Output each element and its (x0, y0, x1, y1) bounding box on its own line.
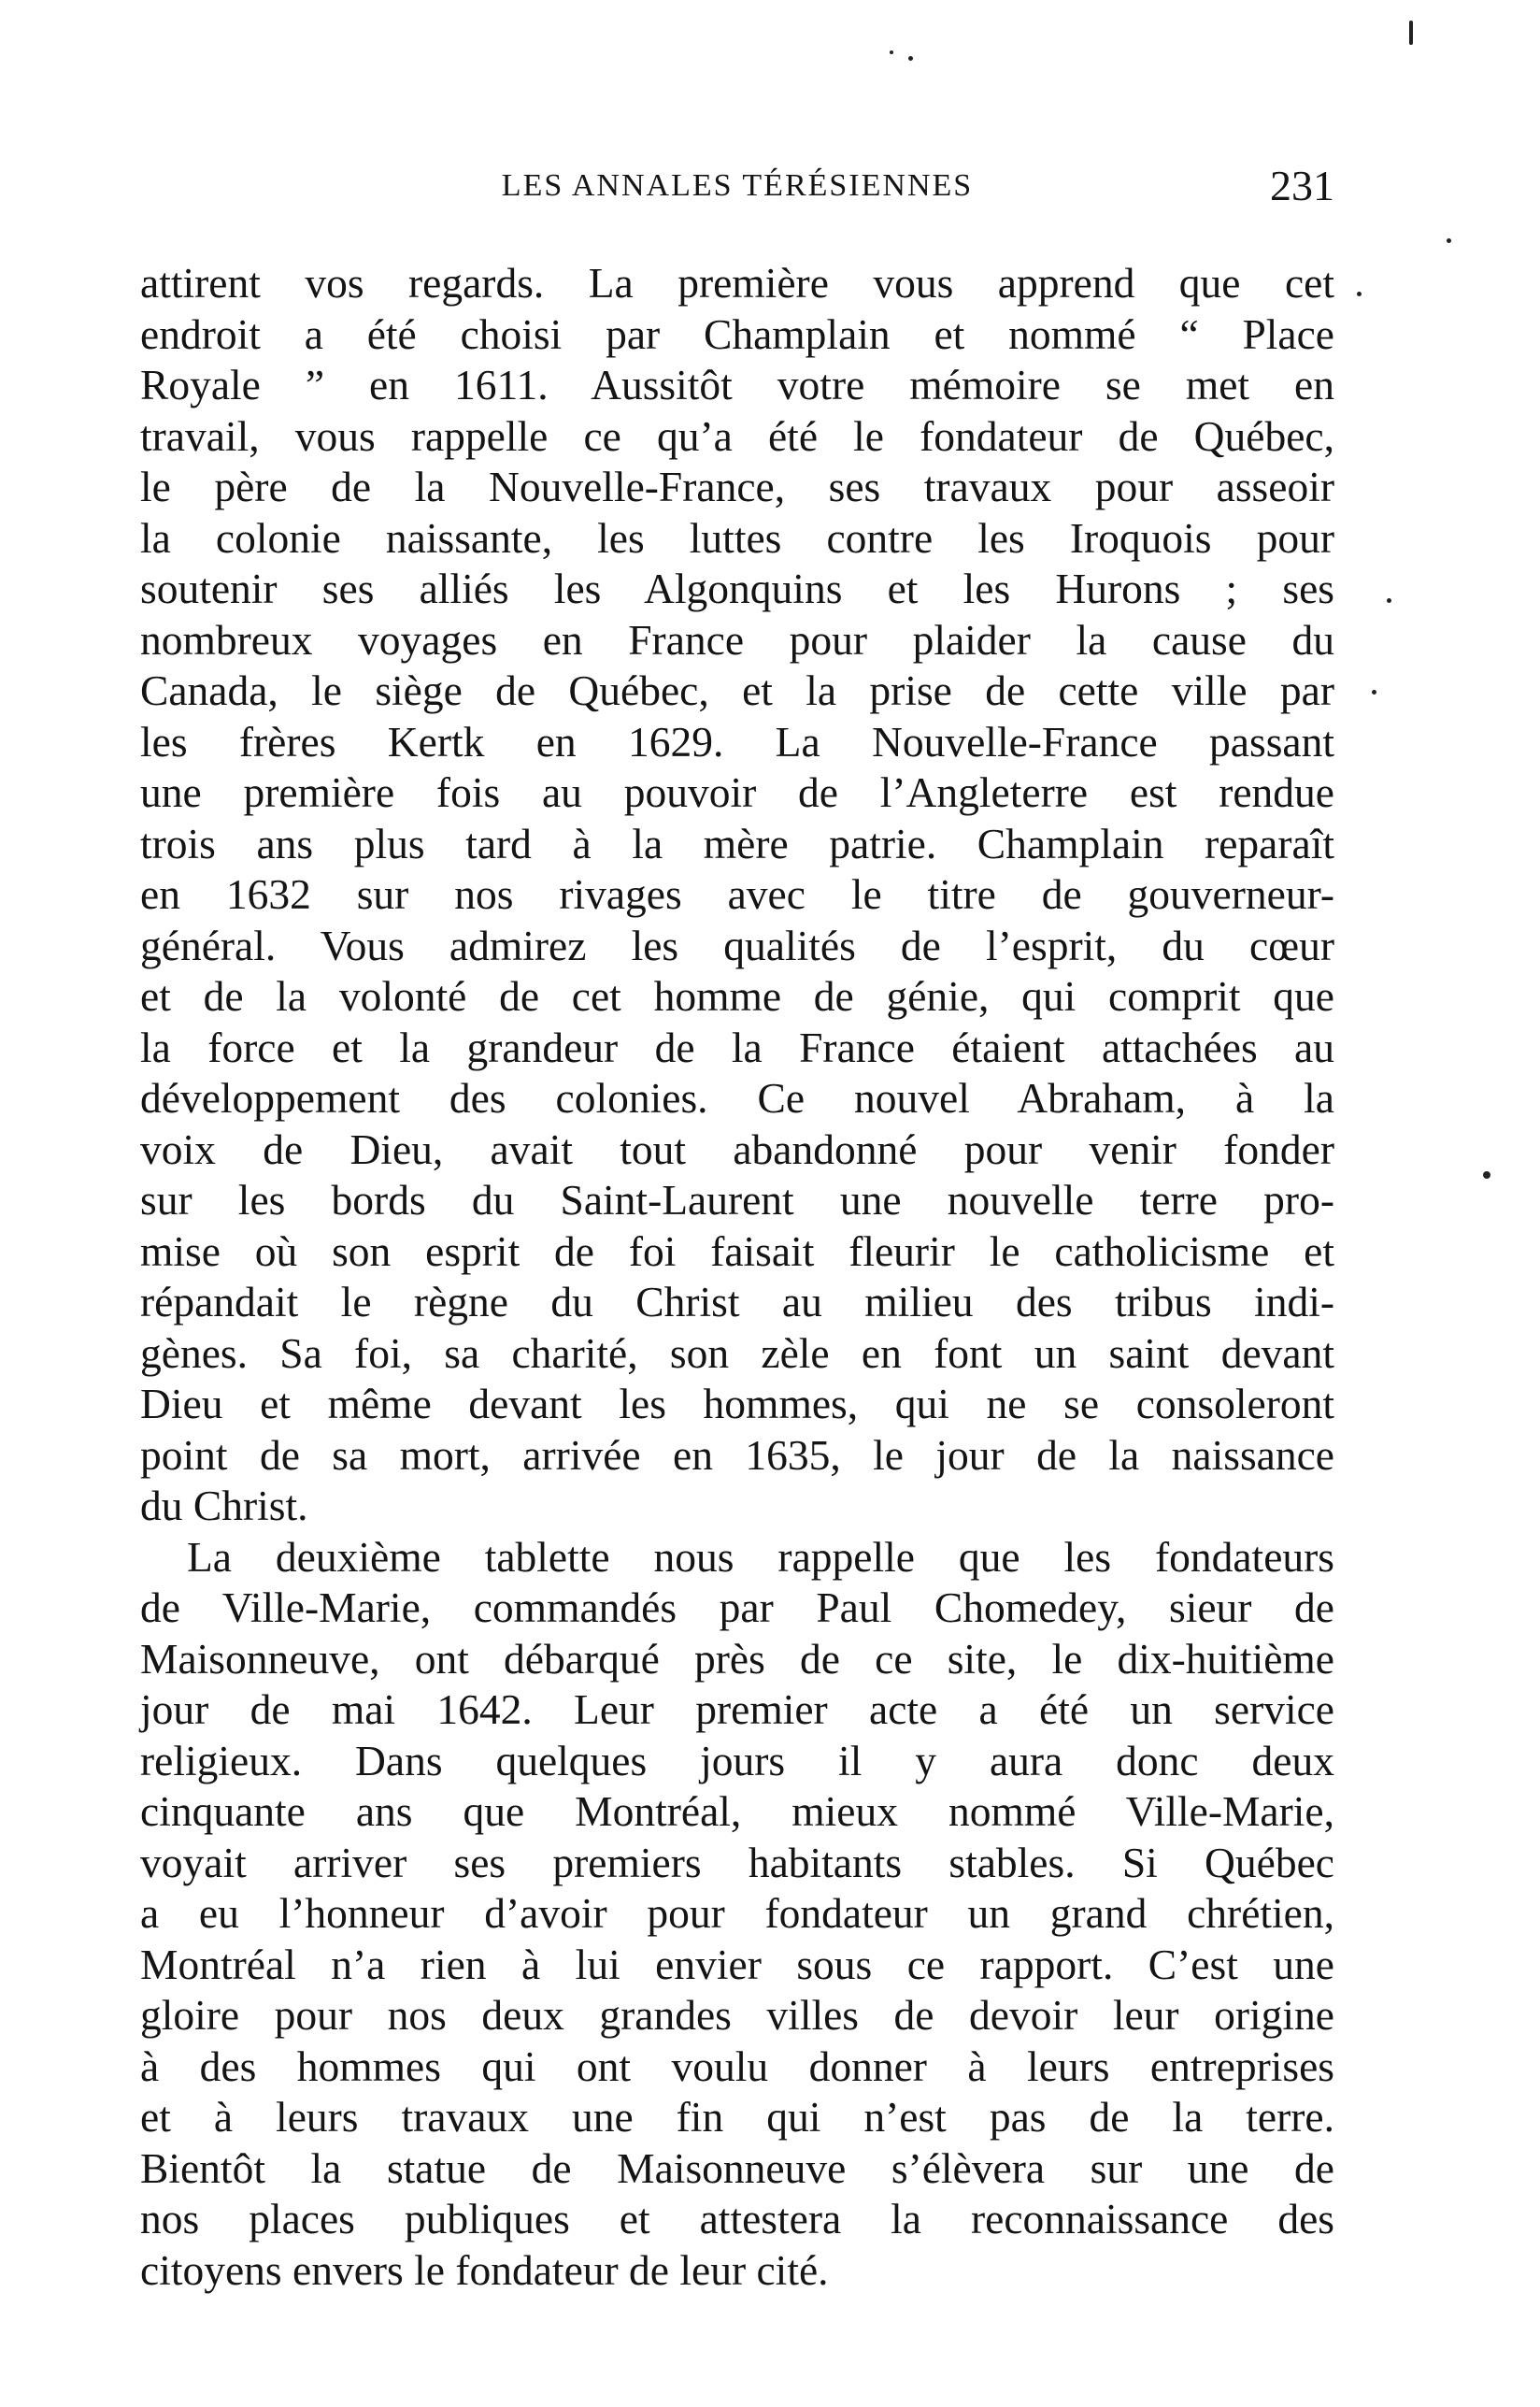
text-line: La deuxième tablette nous rappelle que les fondateurs (187, 1532, 1334, 1581)
text-line: de Ville-Marie, commandés par Paul Chomedey, sieur de (140, 1583, 1334, 1631)
text-line: citoyens envers le fondateur de leur cité. (140, 2245, 829, 2294)
text-line: les frères Kertk en 1629. La Nouvelle-France passant (140, 717, 1334, 766)
text-line: attirent vos regards. La première vous apprend que cet (140, 259, 1334, 307)
text-line: sur les bords du Saint-Laurent une nouvelle terre pro- (140, 1176, 1334, 1224)
running-title: LES ANNALES TÉRÉSIENNES (501, 168, 974, 203)
text-line: gènes. Sa foi, sa charité, son zèle en font un saint devant (140, 1328, 1334, 1377)
text-line: cinquante ans que Montréal, mieux nommé Ville-Marie, (140, 1787, 1334, 1835)
scan-speck (1387, 598, 1391, 603)
text-line: la colonie naissante, les luttes contre les Iroquois pour (140, 513, 1334, 562)
paragraph-1 (140, 258, 1334, 1532)
text-line: jour de mai 1642. Leur premier acte a été un service (140, 1685, 1334, 1733)
text-line: Bientôt la statue de Maisonneuve s’élèvera sur une de (140, 2143, 1334, 2192)
text-line: et à leurs travaux une fin qui n’est pas de la terre. (140, 2093, 1334, 2141)
text-line: à des hommes qui ont voulu donner à leurs entreprises (140, 2042, 1334, 2090)
text-line: la force et la grandeur de la France étaient attachées au (140, 1023, 1334, 1071)
text-line: général. Vous admirez les qualités de l’esprit, du cœur (140, 921, 1334, 969)
text-line: religieux. Dans quelques jours il y aura donc deux (140, 1736, 1334, 1784)
text-block (140, 258, 1334, 2296)
scan-speck (1447, 238, 1451, 243)
text-line: soutenir ses alliés les Algonquins et les Hurons ; ses (140, 565, 1334, 612)
text-line: une première fois au pouvoir de l’Angleterre est rendue (140, 768, 1334, 816)
text-line: Maisonneuve, ont débarqué près de ce site, le dix-huitième (140, 1634, 1334, 1683)
scan-speck (1409, 21, 1413, 45)
text-line: voix de Dieu, avait tout abandonné pour venir fonder (140, 1125, 1334, 1173)
text-line: endroit a été choisi par Champlain et nommé “ Place (140, 309, 1334, 358)
text-line: Montréal n’a rien à lui envier sous ce rapport. C’est une (140, 1940, 1334, 1988)
text-line: Royale ” en 1611. Aussitôt votre mémoire se met en (140, 361, 1334, 408)
running-head (140, 161, 1334, 217)
scan-speck (908, 56, 913, 61)
text-line: et de la volonté de cet homme de génie, qui comprit que (140, 972, 1334, 1020)
text-line: point de sa mort, arrivée en 1635, le jour de la naissance (140, 1430, 1334, 1479)
text-line: du Christ. (140, 1482, 308, 1529)
text-line: développement des colonies. Ce nouvel Abraham, à la (140, 1074, 1334, 1122)
text-line: gloire pour nos deux grandes villes de devoir leur origine (140, 1991, 1334, 2039)
text-line: Dieu et même devant les hommes, qui ne se consoleront (140, 1380, 1334, 1427)
scan-speck (1357, 292, 1362, 296)
scan-speck (1483, 1171, 1490, 1179)
text-line: répandait le règne du Christ au milieu des tribus indi- (140, 1278, 1334, 1325)
text-line: en 1632 sur nos rivages avec le titre de gouverneur- (140, 870, 1334, 918)
text-line: travail, vous rappelle ce qu’a été le fondateur de Québec, (140, 411, 1334, 460)
scan-speck (890, 50, 893, 54)
text-line: voyait arriver ses premiers habitants stables. Si Québec (140, 1838, 1334, 1886)
text-line: nos places publiques et attestera la reconnaissance des (140, 2195, 1334, 2242)
text-line: mise où son esprit de foi faisait fleurir le catholicisme et (140, 1226, 1334, 1275)
page-number: 231 (1270, 162, 1334, 209)
text-line: trois ans plus tard à la mère patrie. Champlain reparaît (140, 819, 1334, 867)
paragraph-2 (140, 1532, 1334, 2297)
text-line: a eu l’honneur d’avoir pour fondateur un grand chrétien, (140, 1889, 1334, 1937)
text-line: Canada, le siège de Québec, et la prise de cette ville par (140, 666, 1334, 714)
scan-speck (1372, 690, 1376, 695)
text-line: le père de la Nouvelle-France, ses travaux pour asseoir (140, 463, 1334, 510)
text-line: nombreux voyages en France pour plaider la cause du (140, 615, 1334, 664)
